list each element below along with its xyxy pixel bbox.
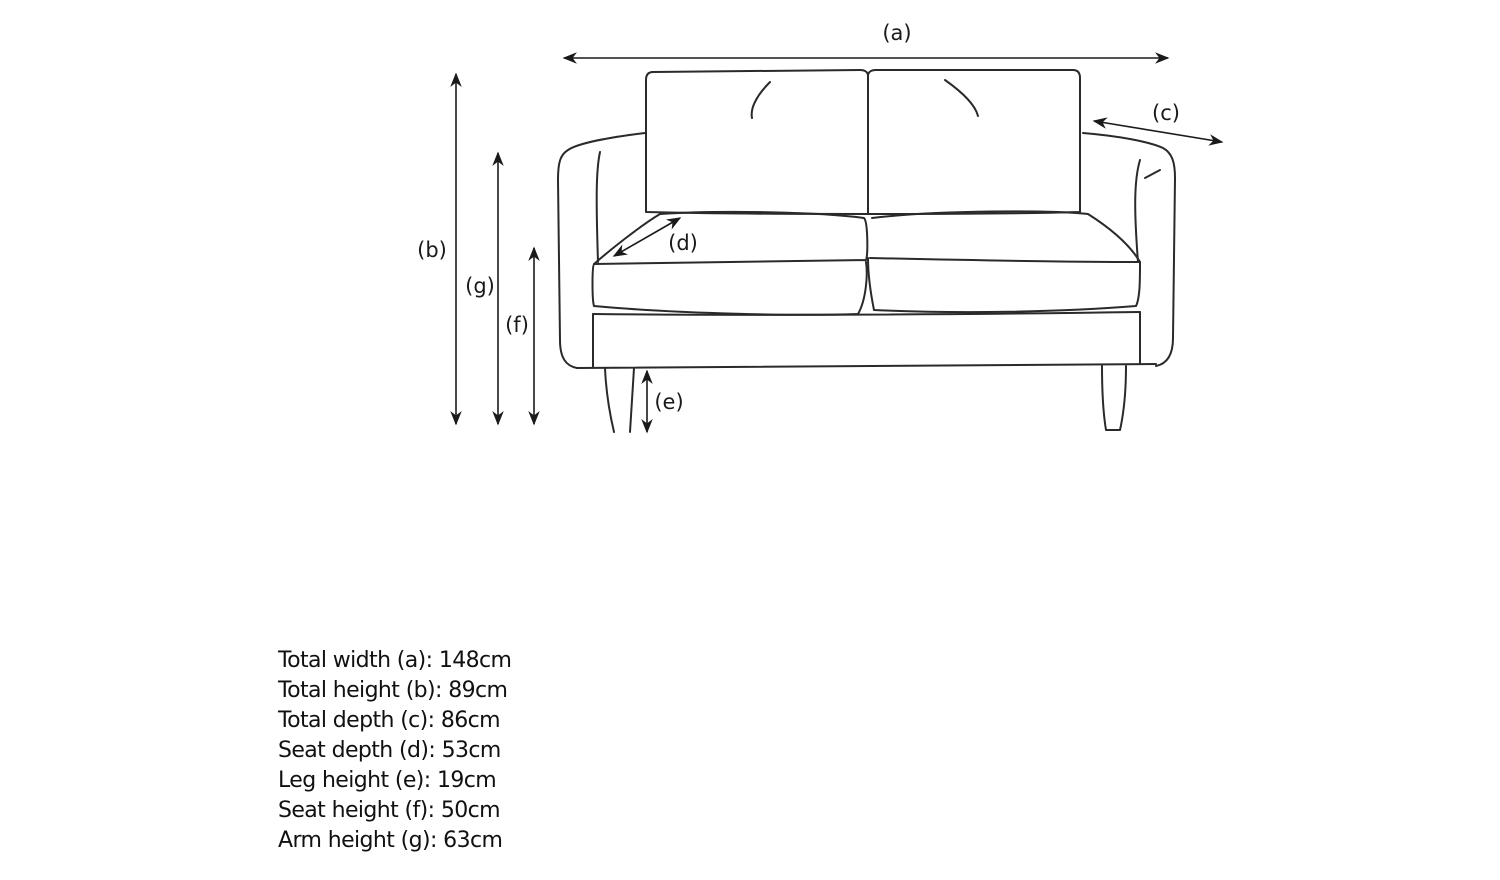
- sofa-base: [577, 364, 1156, 368]
- label-b: (b): [417, 238, 447, 262]
- base-front: [593, 312, 1140, 367]
- spec-leg-height: Leg height (e): 19cm: [278, 768, 497, 793]
- leg-right: [1102, 366, 1126, 430]
- left-arm: [558, 133, 645, 368]
- right-arm: [1083, 133, 1175, 366]
- back-cushion-right: [868, 70, 1080, 214]
- label-c: (c): [1152, 101, 1180, 125]
- dimension-labels: [417, 21, 1180, 414]
- spec-total-height: Total height (b): 89cm: [278, 678, 508, 703]
- spec-total-depth: Total depth (c): 86cm: [278, 708, 500, 733]
- left-arm-inner: [597, 152, 600, 262]
- back-cushion-left: [646, 70, 868, 214]
- spec-seat-height: Seat height (f): 50cm: [278, 798, 500, 823]
- dimension-arrows: [456, 58, 1222, 432]
- label-f: (f): [505, 313, 529, 337]
- spec-arm-height: Arm height (g): 63cm: [278, 828, 503, 853]
- back-cushion-crease: [752, 80, 978, 118]
- spec-total-width: Total width (a): 148cm: [278, 648, 512, 673]
- seat-cushion-left: [593, 212, 868, 315]
- dimension-spec-list: [278, 646, 511, 856]
- sofa-drawing: [558, 70, 1175, 432]
- seat-cushion-right-top: [870, 258, 1140, 262]
- label-a: (a): [882, 21, 912, 45]
- right-arm-detail: [1145, 170, 1160, 178]
- right-arm-inner: [1135, 160, 1140, 262]
- label-g: (g): [465, 274, 495, 298]
- leg-left: [605, 368, 634, 432]
- spec-seat-depth: Seat depth (d): 53cm: [278, 738, 501, 763]
- label-e: (e): [654, 390, 684, 414]
- seat-cushion-left-front: [594, 214, 660, 264]
- label-d: (d): [668, 231, 698, 255]
